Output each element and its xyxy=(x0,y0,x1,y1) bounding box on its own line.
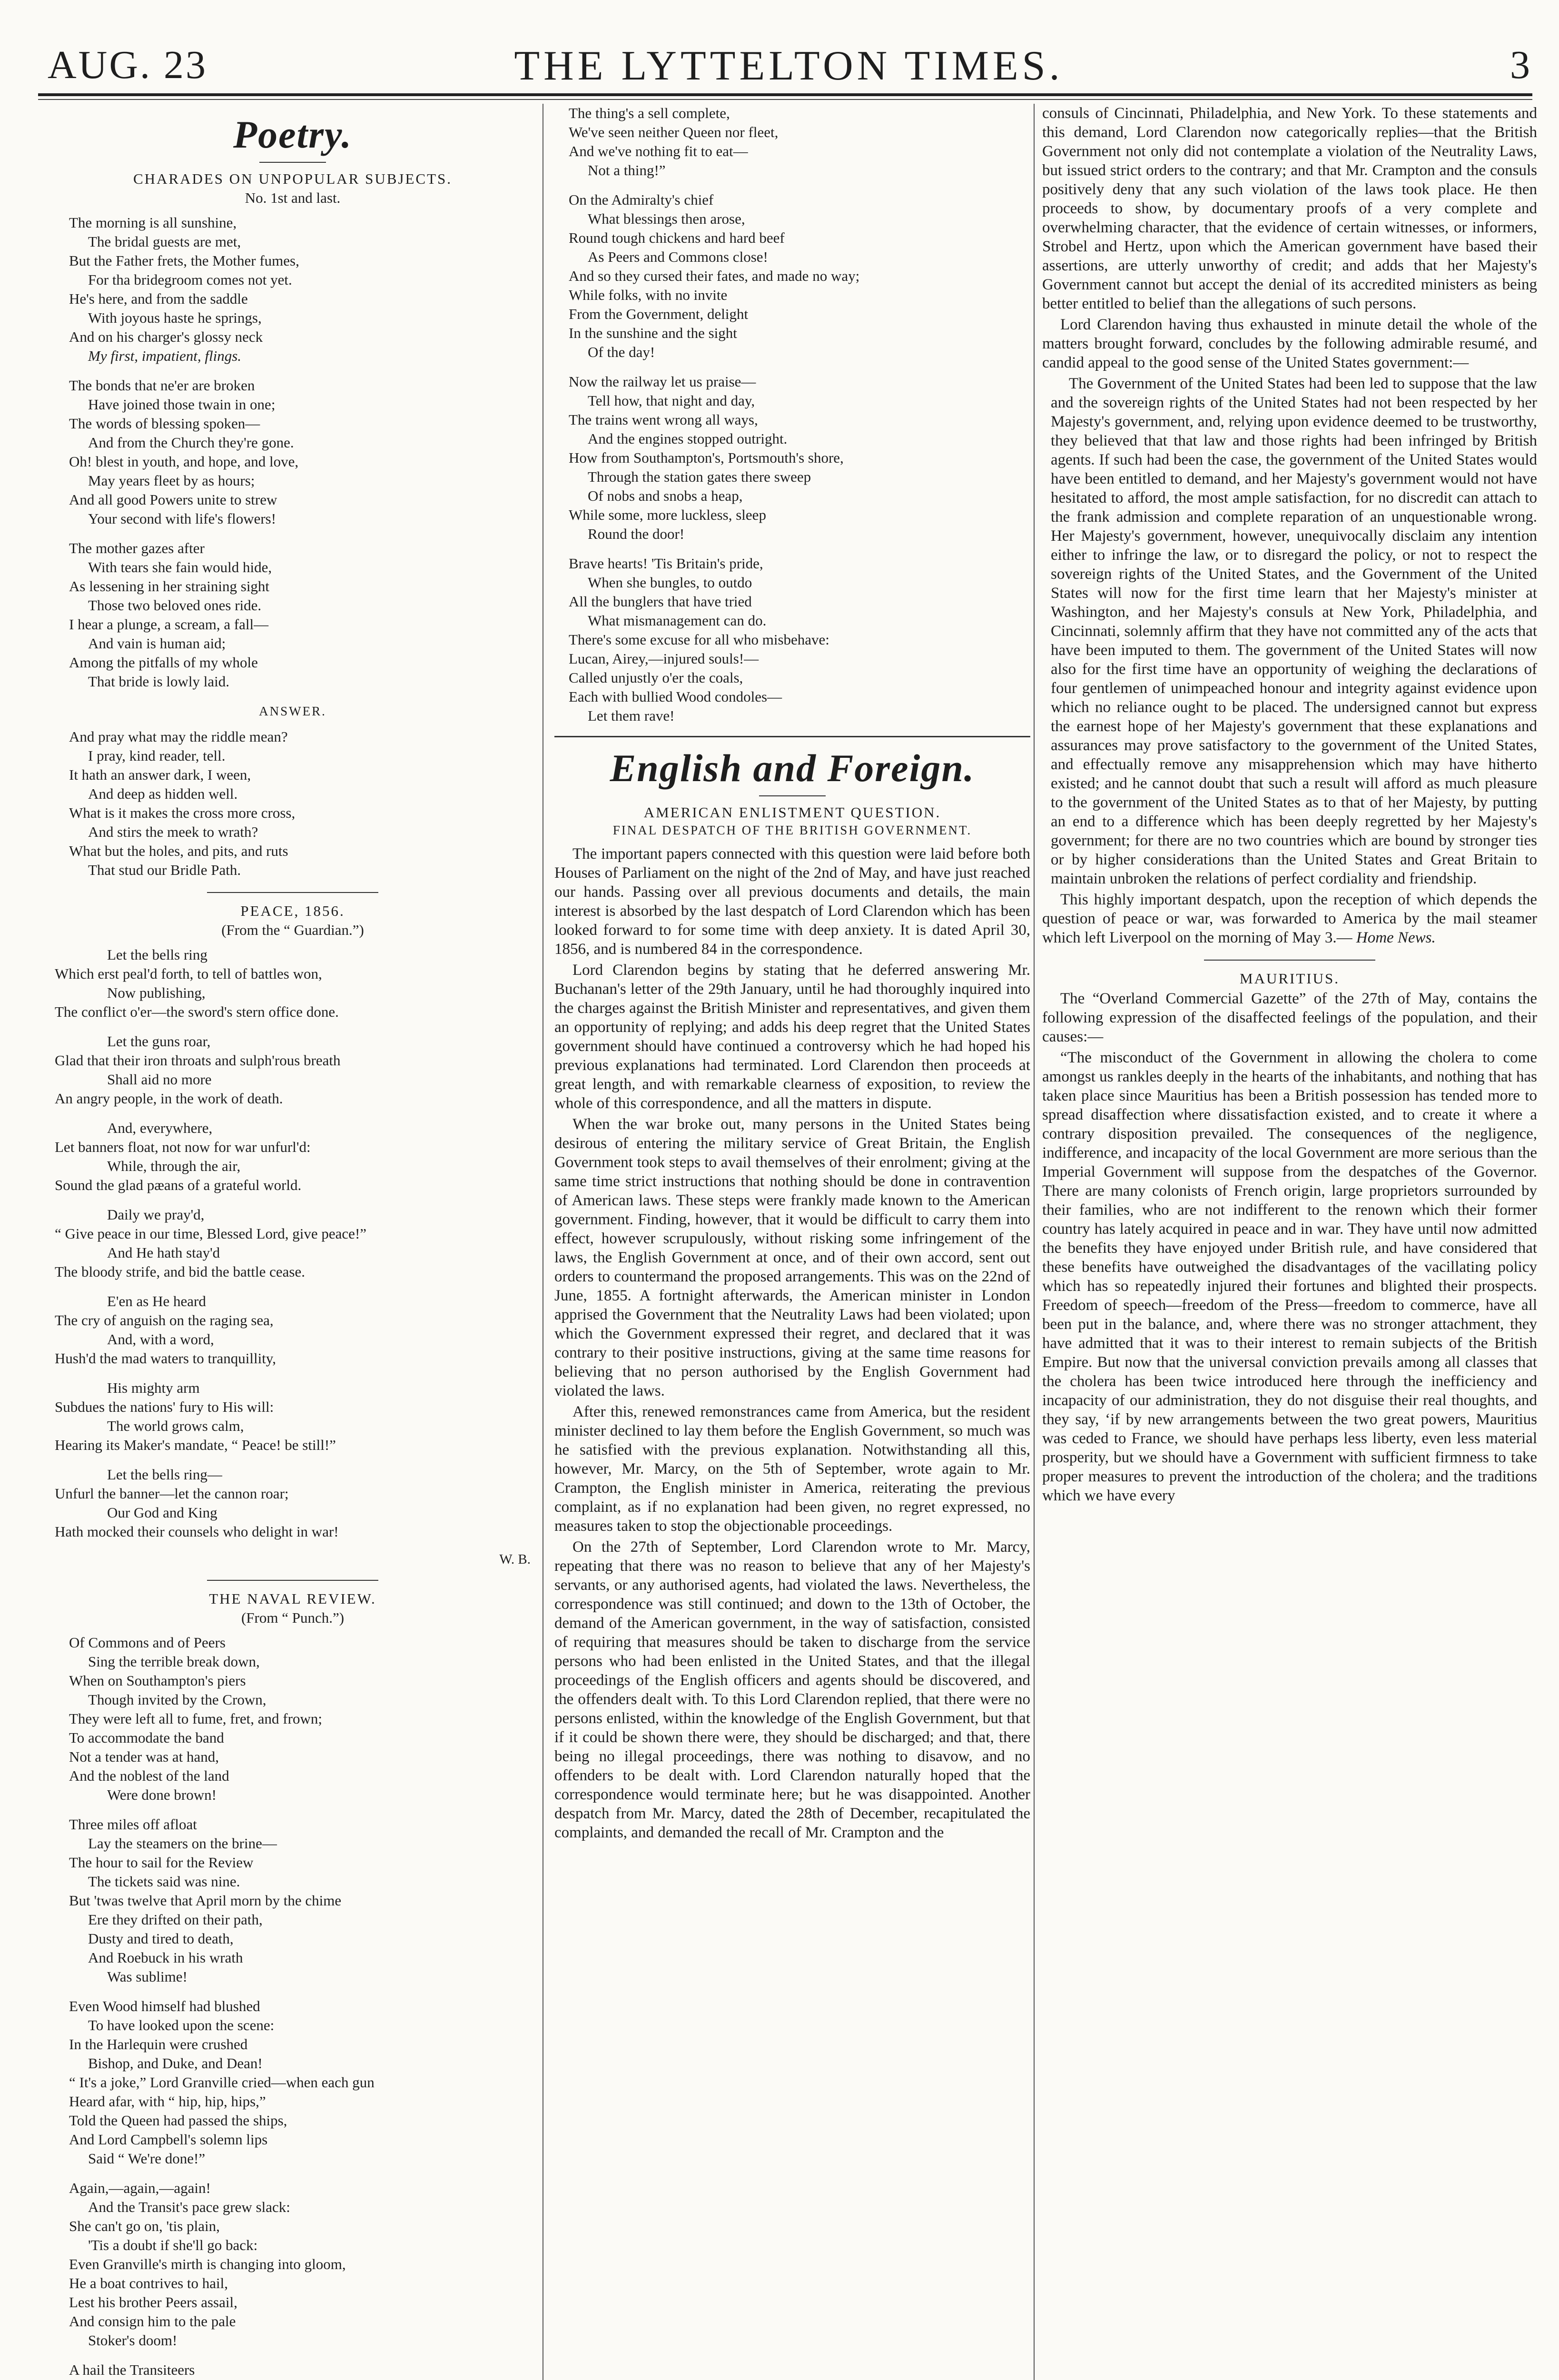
poem-line: Lucan, Airey,—injured souls!— xyxy=(569,650,759,667)
poem-line: Oh! blest in youth, and hope, and love, xyxy=(69,453,299,470)
column-right xyxy=(1042,104,1537,2380)
poem-line: Called unjustly o'er the coals, xyxy=(569,669,743,686)
poem-line: Sing the terrible break down, xyxy=(88,1653,260,1670)
stanza xyxy=(55,376,531,528)
poem-line: Let banners float, not now for war unfurl'd: xyxy=(55,1139,311,1155)
stanza xyxy=(55,2179,531,2350)
poem-line: And consign him to the pale xyxy=(69,2313,236,2330)
poem-line: It hath an answer dark, I ween, xyxy=(69,766,251,783)
stanza-answer xyxy=(55,727,531,880)
article-title: AMERICAN ENLISTMENT QUESTION. xyxy=(643,804,941,821)
poem-line: To have looked upon the scene: xyxy=(88,2017,275,2033)
poem-line: A hail the Transiteers xyxy=(69,2361,195,2378)
poem-line: Was sublime! xyxy=(107,1968,187,1985)
paragraph: The important papers connected with this question were laid before both Houses of Parliament on the night of the 2nd of May, and have just reached our hands. Passing over all previous documents and details, the main interest is absorbed by the last despatch of Lord Clarendon which has been looked forward to for some time with deep anxiety. It is dated April 30, 1856, and is numbered 84 in the correspondence. xyxy=(554,845,1030,958)
poem-line: As lessening in her straining sight xyxy=(69,578,270,595)
poem-line: On the Admiralty's chief xyxy=(569,191,714,208)
poem-line: Round tough chickens and hard beef xyxy=(569,229,785,246)
section-divider xyxy=(554,736,1030,737)
poem-line: His mighty arm xyxy=(107,1379,200,1396)
masthead-rule xyxy=(38,93,1532,96)
poem-title: THE NAVAL REVIEW. xyxy=(209,1590,376,1607)
poem-line: Lest his brother Peers assail, xyxy=(69,2294,237,2311)
poem-line: The thing's a sell complete, xyxy=(569,105,730,121)
poem-line: “ It's a joke,” Lord Granville cried—when each gun xyxy=(69,2074,375,2091)
poem-line: Unfurl the banner—let the cannon roar; xyxy=(55,1485,289,1502)
poem-peace xyxy=(55,945,531,1541)
poem-line: In the Harlequin were crushed xyxy=(69,2036,248,2053)
stanza xyxy=(55,1465,531,1541)
poem-line: Heard afar, with “ hip, hip, hips,” xyxy=(69,2093,266,2110)
stanza xyxy=(55,1292,531,1368)
poem-line: And, everywhere, xyxy=(107,1120,213,1136)
poem-line: To accommodate the band xyxy=(69,1729,224,1746)
page-number: 3 xyxy=(1510,43,1530,87)
column-poetry xyxy=(55,104,531,2380)
poem-subtitle: (From “ Punch.”) xyxy=(241,1609,345,1626)
poem-line: An angry people, in the work of death. xyxy=(55,1090,283,1107)
poem-line: My first, impatient, flings. xyxy=(88,347,242,364)
poem-line: He a boat contrives to hail, xyxy=(69,2275,228,2291)
poem-line: And the noblest of the land xyxy=(69,1767,229,1784)
poem-line: Brave hearts! 'Tis Britain's pride, xyxy=(569,555,763,572)
poem-line: When she bungles, to outdo xyxy=(588,574,752,591)
poem-line: Stoker's doom! xyxy=(88,2332,178,2349)
poem-line: She can't go on, 'tis plain, xyxy=(69,2218,220,2234)
poem-line: And Roebuck in his wrath xyxy=(88,1949,243,1966)
stanza xyxy=(554,372,1030,544)
stanza xyxy=(55,539,531,691)
poem-signature: W. B. xyxy=(499,1552,531,1567)
poem-line: Dusty and tired to death, xyxy=(88,1930,234,1947)
poem-line: From the Government, delight xyxy=(569,306,749,322)
poem-line: Not a thing!” xyxy=(588,162,666,178)
poem-line: Round the door! xyxy=(588,526,685,542)
poem-line: Lay the steamers on the brine— xyxy=(88,1835,277,1852)
poem-line: The world grows calm, xyxy=(107,1418,244,1434)
stanza xyxy=(55,945,531,1021)
poem-line: There's some excuse for all who misbehave: xyxy=(569,631,829,648)
paragraph-despatch: The Government of the United States had been led to suppose that the law and the sovereign rights of the United States had not been respected by her Majesty's government, and, relying upon evidence deemed to be trustworthy, they believed that that law and those rights had been infringed by British agents. If such had been the case, the government of the United States would have been entitled to demand, and her Majesty's government would not have hesitated to afford, the most ample satisfaction, for no discredit can attach to the frank admission and complete reparation of an unquestionable wrong. Her Majesty's government, however, unequivocally disclaim any intention either to infringe the law, or to disregard the policy, or not to respect the sovereign rights of the United States, and the Government of the United States will now for the first time learn that her Majesty's minister at Washington, and her Majesty's consuls at New York, Philadelphia, and Cincinnati, solemnly affirm that they have not committed any of the acts that have been imputed to them. The government of the United States will now also for the first time have an opportunity of weighing the declarations of four gentlemen of unimpeached honour and integrity against evidence upon which no reliance ought to be placed. The undersigned cannot but express the earnest hope of her Majesty's government that these explanations and assurances may prove satisfactory to the government of the United States, and effectually remove any misapprehension which may have hitherto existed; and he cannot doubt that such a result will afford as much pleasure to the government of the United States as to that of her Majesty, by putting an end to a difference which has been deeply regretted by her Majesty's government; for there are no two countries which are bound by stronger ties or by higher considerations than the United States and Great Britain to maintain unbroken the relations of perfect cordiality and friendship. xyxy=(1051,375,1537,887)
poem-line: The bridal guests are met, xyxy=(88,233,241,250)
poem-line: How from Southampton's, Portsmouth's shore, xyxy=(569,449,844,466)
poem-line: The cry of anguish on the raging sea, xyxy=(55,1312,274,1329)
poem-line: “ Give peace in our time, Blessed Lord, give peace!” xyxy=(55,1225,367,1242)
issue-date: AUG. 23 xyxy=(48,43,207,87)
poem-line: When on Southampton's piers xyxy=(69,1672,246,1689)
stanza xyxy=(55,1997,531,2168)
poem-line: And we've nothing fit to eat— xyxy=(569,143,748,159)
poem-line: Ere they drifted on their path, xyxy=(88,1911,263,1928)
article-divider xyxy=(207,892,378,893)
paragraph: The “Overland Commercial Gazette” of the 27th of May, contains the following expression of the disaffected feelings of the population, and their causes:— xyxy=(1042,990,1537,1045)
poem-line: And vain is human aid; xyxy=(88,635,226,652)
paragraph: After this, renewed remonstrances came from America, but the resident minister declined to lay them before the English Government, so much was he satisfied with the previous explanation. Notwithstanding all this, however, Mr. Marcy, on the 5th of September, wrote again to Mr. Crampton, the English minister in America, reiterating the previous complaint, as if no explanation had been given, no regret expressed, no measures taken to stop the objectionable proceedings. xyxy=(554,1403,1030,1535)
poem-line: And the engines stopped outright. xyxy=(588,430,788,447)
poem-line: And stirs the meek to wrath? xyxy=(88,823,258,840)
paragraph: When the war broke out, many persons in the United States being desirous of entering the military service of Great Britain, the English Government took steps to avail themselves of their enrolment; giving at the same time strict instructions that nothing should be done in contravention of American laws. These steps were frankly made known to the American government. Finding, however, that it would be difficult to carry them into effect, however scrupulously, without risking some infringement of the laws, the English Government at once, and of their own accord, sent out orders to countermand the proposed arrangements. This was on the 22nd of June, 1855. A fortnight afterwards, the American minister in London apprised the Government that the Neutrality Laws had been violated; upon which the Government expressed their regret, and declared that it was contrary to their positive instructions, giving at the same time reasons for believing that no person authorised by the English Government had violated the laws. xyxy=(554,1116,1030,1399)
poem-line: May years fleet by as hours; xyxy=(88,472,255,489)
poem-line: Sound the glad pæans of a grateful world. xyxy=(55,1177,302,1193)
paragraph: On the 27th of September, Lord Clarendon wrote to Mr. Marcy, repeating that there was no reason to believe that any of her Majesty's servants, or any authorised agents, had violated the laws. Nevertheless, the correspondence was still continued; and down to the 13th of October, the demand of the American government, in the way of satisfaction, consisted of requiring that measures should be taken to discharge from the service persons who had been enlisted in the United States, and that the illegal proceedings of the English officers and agents should be discovered, and the offenders dealt with. To this Lord Clarendon replied, that there were no persons enlisted, within the knowledge of the English Government, but that if it could be shown there were, they should be discharged; and that, there being no illegal proceedings, there was nothing to disavow, and no offenders to be dealt with. Lord Clarendon naturally hoped that the correspondence would terminate here; but he was disappointed. Another despatch from Mr. Marcy, dated the 28th of December, recapitulated the complaints, and demanded the recall of Mr. Crampton and the xyxy=(554,1538,1030,1841)
poem-line: Your second with life's flowers! xyxy=(88,510,276,527)
poem-line: Our God and King xyxy=(107,1504,217,1521)
poem-line: And pray what may the riddle mean? xyxy=(69,728,288,745)
poem-line: Though invited by the Crown, xyxy=(88,1691,266,1708)
poem-title: PEACE, 1856. xyxy=(240,902,345,919)
poem-line: Tell how, that night and day, xyxy=(588,392,755,409)
poem-line: What blessings then arose, xyxy=(588,210,745,227)
poem-line: The mother gazes after xyxy=(69,540,205,556)
poem-naval-review xyxy=(55,1633,531,2380)
poem-line: Those two beloved ones ride. xyxy=(88,597,262,614)
poem-line: E'en as He heard xyxy=(107,1293,206,1309)
poem-line: While some, more luckless, sleep xyxy=(569,506,766,523)
poem-line: Of the day! xyxy=(588,344,655,360)
paragraph: consuls of Cincinnati, Philadelphia, and New York. To these statements and this demand, Lord Clarendon now categorically replies—that the British Government not only did not contemplate a violation of the Neutrality Laws, but issued strict orders to the contrary; and that Mr. Crampton and the consuls positively deny that any such violation of the laws took place. He then proceeds to show, by documentary proofs of a very complete and overwhelming character, that the evidence of certain witnesses, or informers, Strobel and Hertz, upon which the American government have based their assertions, are utterly unworthy of credit; and adds that her Majesty's Government cannot but accept the denial of its accredited ministers as being better entitled to belief than the allegations of such persons. xyxy=(1042,105,1537,312)
poem-line: And on his charger's glossy neck xyxy=(69,328,263,345)
poem-line: While folks, with no invite xyxy=(569,287,728,303)
poem-line: Told the Queen had passed the ships, xyxy=(69,2112,287,2129)
poem-line: The bloody strife, and bid the battle cease. xyxy=(55,1263,305,1280)
poem-line: Let the bells ring— xyxy=(107,1466,222,1483)
poem-line: Even Granville's mirth is changing into gloom, xyxy=(69,2256,346,2272)
section-heading-english-foreign: English and Foreign. xyxy=(610,746,975,790)
source-credit: Home News. xyxy=(1356,929,1436,946)
poem-subtitle: No. 1st and last. xyxy=(245,189,341,206)
poem-line: With tears she fain would hide, xyxy=(88,559,272,575)
section-rule xyxy=(259,162,326,163)
poem-line: What mismanagement can do. xyxy=(588,612,767,629)
poem-line: Shall aid no more xyxy=(107,1071,212,1088)
poem-line: For tha bridegroom comes not yet. xyxy=(88,271,292,288)
poem-line: The trains went wrong all ways, xyxy=(569,411,758,428)
poem-line: Of nobs and snobs a heap, xyxy=(588,487,743,504)
stanza xyxy=(55,2360,531,2380)
poem-line: Let them rave! xyxy=(588,707,675,724)
poem-line: Glad that their iron throats and sulph'rous breath xyxy=(55,1052,341,1069)
poem-charades xyxy=(55,213,531,880)
paragraph: Lord Clarendon begins by stating that he deferred answering Mr. Buchanan's letter of the 29th January, until he had thoroughly inquired into the charges against the British Minister and representatives, and given them an opportunity of replying; and adds his deep regret that the United States government should have continued a controversy which he had hoped his previous explanations had terminated. Lord Clarendon then proceeds at great length, and with remarkable clearness of exposition, to review the whole of this correspondence, and all the matters in dispute. xyxy=(554,962,1030,1112)
stanza xyxy=(55,1633,531,1805)
stanza xyxy=(55,1815,531,1986)
poem-line: Now publishing, xyxy=(107,984,206,1001)
poem-line: And deep as hidden well. xyxy=(88,785,238,802)
poem-line: I hear a plunge, a scream, a fall— xyxy=(69,616,269,633)
poem-line: He's here, and from the saddle xyxy=(69,290,248,307)
column-divider xyxy=(1034,104,1035,2380)
column-middle xyxy=(554,104,1030,2380)
article-subtitle: FINAL DESPATCH OF THE BRITISH GOVERNMENT. xyxy=(612,823,972,837)
poem-line: Through the station gates there sweep xyxy=(588,468,811,485)
poem-line: And He hath stay'd xyxy=(107,1244,220,1261)
poem-subtitle: (From the “ Guardian.”) xyxy=(221,922,364,938)
article-title: MAURITIUS. xyxy=(1240,970,1340,987)
poem-line: Hath mocked their counsels who delight in war! xyxy=(55,1523,339,1540)
poem-line: And Lord Campbell's solemn lips xyxy=(69,2131,268,2148)
poem-line: Were done brown! xyxy=(107,1786,217,1803)
poem-line: And the Transit's pace grew slack: xyxy=(88,2199,290,2215)
stanza xyxy=(55,213,531,366)
poem-line: Of Commons and of Peers xyxy=(69,1634,226,1651)
poem-line: But the Father frets, the Mother fumes, xyxy=(69,252,299,269)
article-body-continued xyxy=(1042,104,1537,947)
poem-line: Daily we pray'd, xyxy=(107,1206,205,1223)
poem-line: That stud our Bridle Path. xyxy=(88,862,241,878)
section-heading-poetry: Poetry. xyxy=(233,113,353,156)
masthead-rule-thin xyxy=(38,99,1532,100)
poem-line: Subdues the nations' fury to His will: xyxy=(55,1398,274,1415)
poem-line: We've seen neither Queen nor fleet, xyxy=(569,124,779,140)
poem-line: Said “ We're done!” xyxy=(88,2150,206,2167)
poem-line: Now the railway let us praise— xyxy=(569,373,756,390)
stanza xyxy=(554,190,1030,362)
poem-line: Which erst peal'd forth, to tell of battles won, xyxy=(55,965,322,982)
paragraph: Lord Clarendon having thus exhausted in minute detail the whole of the matters brought forward, concludes by the following admirable resumé, and candid appeal to the good sense of the United States government:— xyxy=(1042,316,1537,371)
poem-title: CHARADES ON UNPOPULAR SUBJECTS. xyxy=(133,170,453,187)
poem-line: Have joined those twain in one; xyxy=(88,396,276,413)
poem-line: But 'twas twelve that April morn by the chime xyxy=(69,1892,342,1909)
poem-line: The hour to sail for the Review xyxy=(69,1854,254,1871)
section-rule xyxy=(759,795,826,796)
poem-line: And so they cursed their fates, and made no way; xyxy=(569,268,860,284)
article-body-mauritius xyxy=(1042,989,1537,1505)
poem-line: 'Tis a doubt if she'll go back: xyxy=(88,2237,258,2253)
poem-line: Let the guns roar, xyxy=(107,1033,211,1050)
poem-line: The bonds that ne'er are broken xyxy=(69,377,255,394)
poem-line: Three miles off afloat xyxy=(69,1816,197,1833)
newspaper-title: THE LYTTELTON TIMES. xyxy=(514,43,1064,89)
poem-line: All the bunglers that have tried xyxy=(569,593,752,610)
article-body xyxy=(554,844,1030,1842)
stanza xyxy=(55,1205,531,1281)
poem-line: Let the bells ring xyxy=(107,946,207,963)
stanza xyxy=(55,1378,531,1455)
poem-line: With joyous haste he springs, xyxy=(88,309,262,326)
poem-line: And, with a word, xyxy=(107,1331,214,1348)
paragraph-text: This highly important despatch, upon the reception of which depends the question of peace or war, was forwarded to America by the mail steamer which left Liverpool on the morning of May 3.— xyxy=(1042,891,1537,946)
poem-line: The tickets said was nine. xyxy=(88,1873,240,1890)
poem-line: Among the pitfalls of my whole xyxy=(69,654,258,671)
poem-line: The conflict o'er—the sword's stern office done. xyxy=(55,1003,339,1020)
poem-line: As Peers and Commons close! xyxy=(588,248,768,265)
stanza xyxy=(55,1119,531,1195)
paragraph-quote: “The misconduct of the Government in allowing the cholera to come amongst us rankles deeply in the hearts of the inhabitants, and nothing that has taken place since Mauritius has been a British possession has tended more to spread disaffection where dissatisfaction existed, and to create it where a contrary disposition prevailed. The consequences of the negligence, indifference, and incapacity of the local Government are more serious than the Imperial Government will suppose from the despatches of the Governor. There are many colonists of French origin, large proprietors surrounded by their families, who are not indifferent to the renown which their former country has lately acquired in peace and in war. They have until now admitted the benefits they have enjoyed under British rule, and have considered that these benefits have outweighed the disadvantages of the vacillating policy which has so repeatedly injured their fortunes and blighted their prospects. Freedom of speech—freedom of the Press—freedom to commerce, have all been put in the balance, and, where there was no stronger attachment, they have admitted that it was to their interest to remain subjects of the British Empire. But now that the universal conviction prevails among all classes that the cholera has been twice introduced here through the inefficiency and incapacity of our administration, they do not disguise their real thoughts, and they say, ‘if by new arrangements between the two great powers, Mauritius was ceded to France, we should have perhaps less liberty, even less material prosperity, but we should have a Government with sufficient firmness to take proper measures to prevent the introduction of the cholera; and the traditions which we have every xyxy=(1042,1049,1537,1504)
poem-line: What but the holes, and pits, and ruts xyxy=(69,843,288,859)
poem-line: Hearing its Maker's mandate, “ Peace! be still!” xyxy=(55,1437,336,1453)
article-divider xyxy=(207,1580,378,1581)
article-divider xyxy=(1204,960,1375,961)
stanza xyxy=(554,104,1030,180)
poem-line: Again,—again,—again! xyxy=(69,2180,211,2196)
poem-line: I pray, kind reader, tell. xyxy=(88,747,226,764)
paragraph xyxy=(1042,890,1537,947)
poem-line: Bishop, and Duke, and Dean! xyxy=(88,2055,263,2072)
poem-line: And from the Church they're gone. xyxy=(88,434,294,451)
poem-line: That bride is lowly laid. xyxy=(88,673,230,690)
stanza xyxy=(55,1032,531,1108)
poem-line: In the sunshine and the sight xyxy=(569,325,737,341)
poem-line: Each with bullied Wood condoles— xyxy=(569,688,782,705)
poem-line: And all good Powers unite to strew xyxy=(69,491,277,508)
poem-line: Hush'd the mad waters to tranquillity, xyxy=(55,1350,276,1367)
poem-line: Not a tender was at hand, xyxy=(69,1748,219,1765)
poem-line: While, through the air, xyxy=(107,1158,241,1174)
answer-label: ANSWER. xyxy=(259,704,326,718)
poem-line: Even Wood himself had blushed xyxy=(69,1998,260,2014)
poem-line: The words of blessing spoken— xyxy=(69,415,260,432)
poem-naval-review-continued xyxy=(554,104,1030,725)
poem-line: What is it makes the cross more cross, xyxy=(69,804,296,821)
poem-line: The morning is all sunshine, xyxy=(69,214,237,231)
masthead xyxy=(48,42,1530,113)
stanza xyxy=(554,554,1030,725)
poem-line: They were left all to fume, fret, and frown; xyxy=(69,1710,322,1727)
